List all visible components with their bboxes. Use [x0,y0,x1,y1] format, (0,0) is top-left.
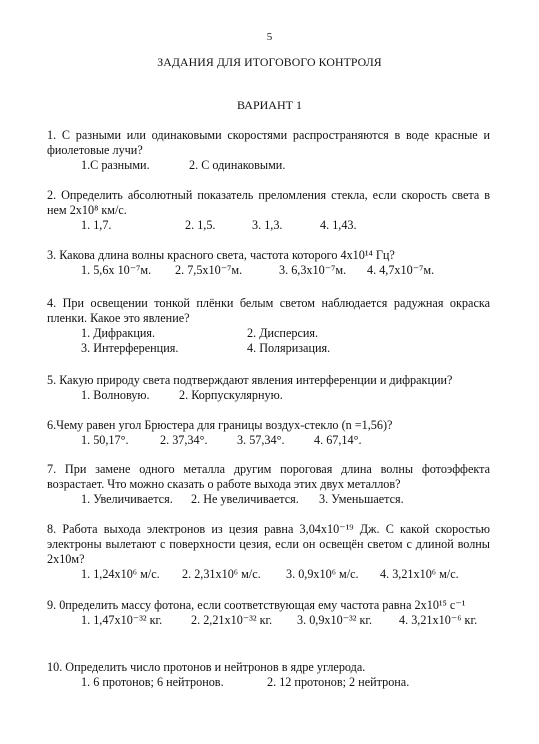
answer-option: 1. 50,17°. [81,433,129,447]
answer-option: 1. 5,6х 10⁻⁷м. [81,263,152,277]
answer-option: 2. 1,5. [185,218,216,232]
answer-option: 1. Волновую. [81,388,150,402]
answer-options [47,388,490,403]
answer-option: 4. 67,14°. [314,433,362,447]
question-9 [47,598,490,628]
answer-option: 2. Не увеличивается. [191,492,299,506]
answer-option: 2. 12 протонов; 2 нейтрона. [267,675,410,689]
answer-options [47,433,490,448]
question-2 [47,188,490,233]
page-number: 5 [266,31,273,43]
answer-options-row-1 [47,326,490,341]
question-3 [47,248,490,278]
answer-option: 1.С разными. [81,158,150,172]
answer-option: 3. Уменьшается. [319,492,404,506]
question-10 [47,660,490,690]
answer-options-row-2 [47,341,490,356]
answer-option: 3. 6,3х10⁻⁷м. [279,263,347,277]
page-title: ЗАДАНИЯ ДЛЯ ИТОГОВОГО КОНТРОЛЯ [157,55,382,69]
variant-heading: ВАРИАНТ 1 [237,98,302,112]
answer-option: 1. 1,47х10⁻³² кг. [81,613,163,627]
answer-option: 4. 3,21х10⁻⁶ кг. [399,613,478,627]
answer-option: 1. 6 протонов; 6 нейтронов. [81,675,224,689]
answer-option: 4. 4,7х10⁻⁷м. [367,263,435,277]
answer-option: 4. Поляризация. [247,341,331,355]
answer-option: 2. 2,31х10⁶ м/с. [182,567,261,581]
answer-options [47,158,490,173]
answer-options [47,263,490,278]
answer-option: 4. 3,21х10⁶ м/с. [380,567,459,581]
question-text: 10. Определить число протонов и нейтронов в ядре углерода. [47,660,366,674]
question-text: 9. 0пределить массу фотона, если соответствующая ему частота равна 2х10¹⁵ с⁻¹ [47,598,466,612]
question-text: 8. Работа выхода электронов из цезия равна 3,04х10⁻¹⁹ Дж. С какой скоростью электроны вылетают с поверхности цезия, если он освещён светом с длиной волны 2х10м? [47,522,490,566]
question-1 [47,128,490,173]
question-text: 1. С разными или одинаковыми скоростями распространяются в воде красные и фиолетовые лучи? [47,128,490,157]
question-text: 4. При освещении тонкой плёнки белым светом наблюдается радужная окраска пленки. Какое это явление? [47,296,490,325]
answer-option: 1. 1,24х10⁶ м/с. [81,567,160,581]
answer-option: 2. 7,5х10⁻⁷м. [175,263,243,277]
question-text: 3. Какова длина волны красного света, частота которого 4х10¹⁴ Гц? [47,248,395,262]
question-text: 7. При замене одного металла другим пороговая длина волны фотоэффекта возрастает. Что можно сказать о работе выхода этих двух металлов? [47,462,490,491]
answer-options [47,492,490,507]
question-text: 2. Определить абсолютный показатель преломления стекла, если скорость света в нем 2х10⁸ км/с. [47,188,490,217]
answer-option: 3. Интерференция. [81,341,179,355]
answer-option: 2. Корпускулярную. [179,388,283,402]
answer-options [47,567,490,582]
answer-option: 1. 1,7. [81,218,112,232]
answer-option: 2. 37,34°. [160,433,208,447]
answer-option: 2. Дисперсия. [247,326,319,340]
answer-option: 1. Дифракция. [81,326,156,340]
answer-option: 3. 1,3. [252,218,283,232]
answer-options [47,613,490,628]
question-7 [47,462,490,507]
question-text: 5. Какую природу света подтверждают явления интерференции и дифракции? [47,373,453,387]
question-5 [47,373,490,403]
answer-options [47,675,490,690]
question-4 [47,296,490,356]
question-6 [47,418,490,448]
answer-option: 3. 57,34°. [237,433,285,447]
answer-option: 3. 0,9х10⁻³² кг. [297,613,373,627]
answer-option: 2. С одинаковыми. [189,158,286,172]
answer-option: 1. Увеличивается. [81,492,173,506]
answer-option: 3. 0,9х10⁶ м/с. [286,567,359,581]
question-8 [47,522,490,582]
answer-options [47,218,490,233]
answer-option: 2. 2,21х10⁻³² кг. [191,613,273,627]
answer-option: 4. 1,43. [320,218,357,232]
question-text: 6.Чему равен угол Брюстера для границы воздух-стекло (n =1,56)? [47,418,393,432]
